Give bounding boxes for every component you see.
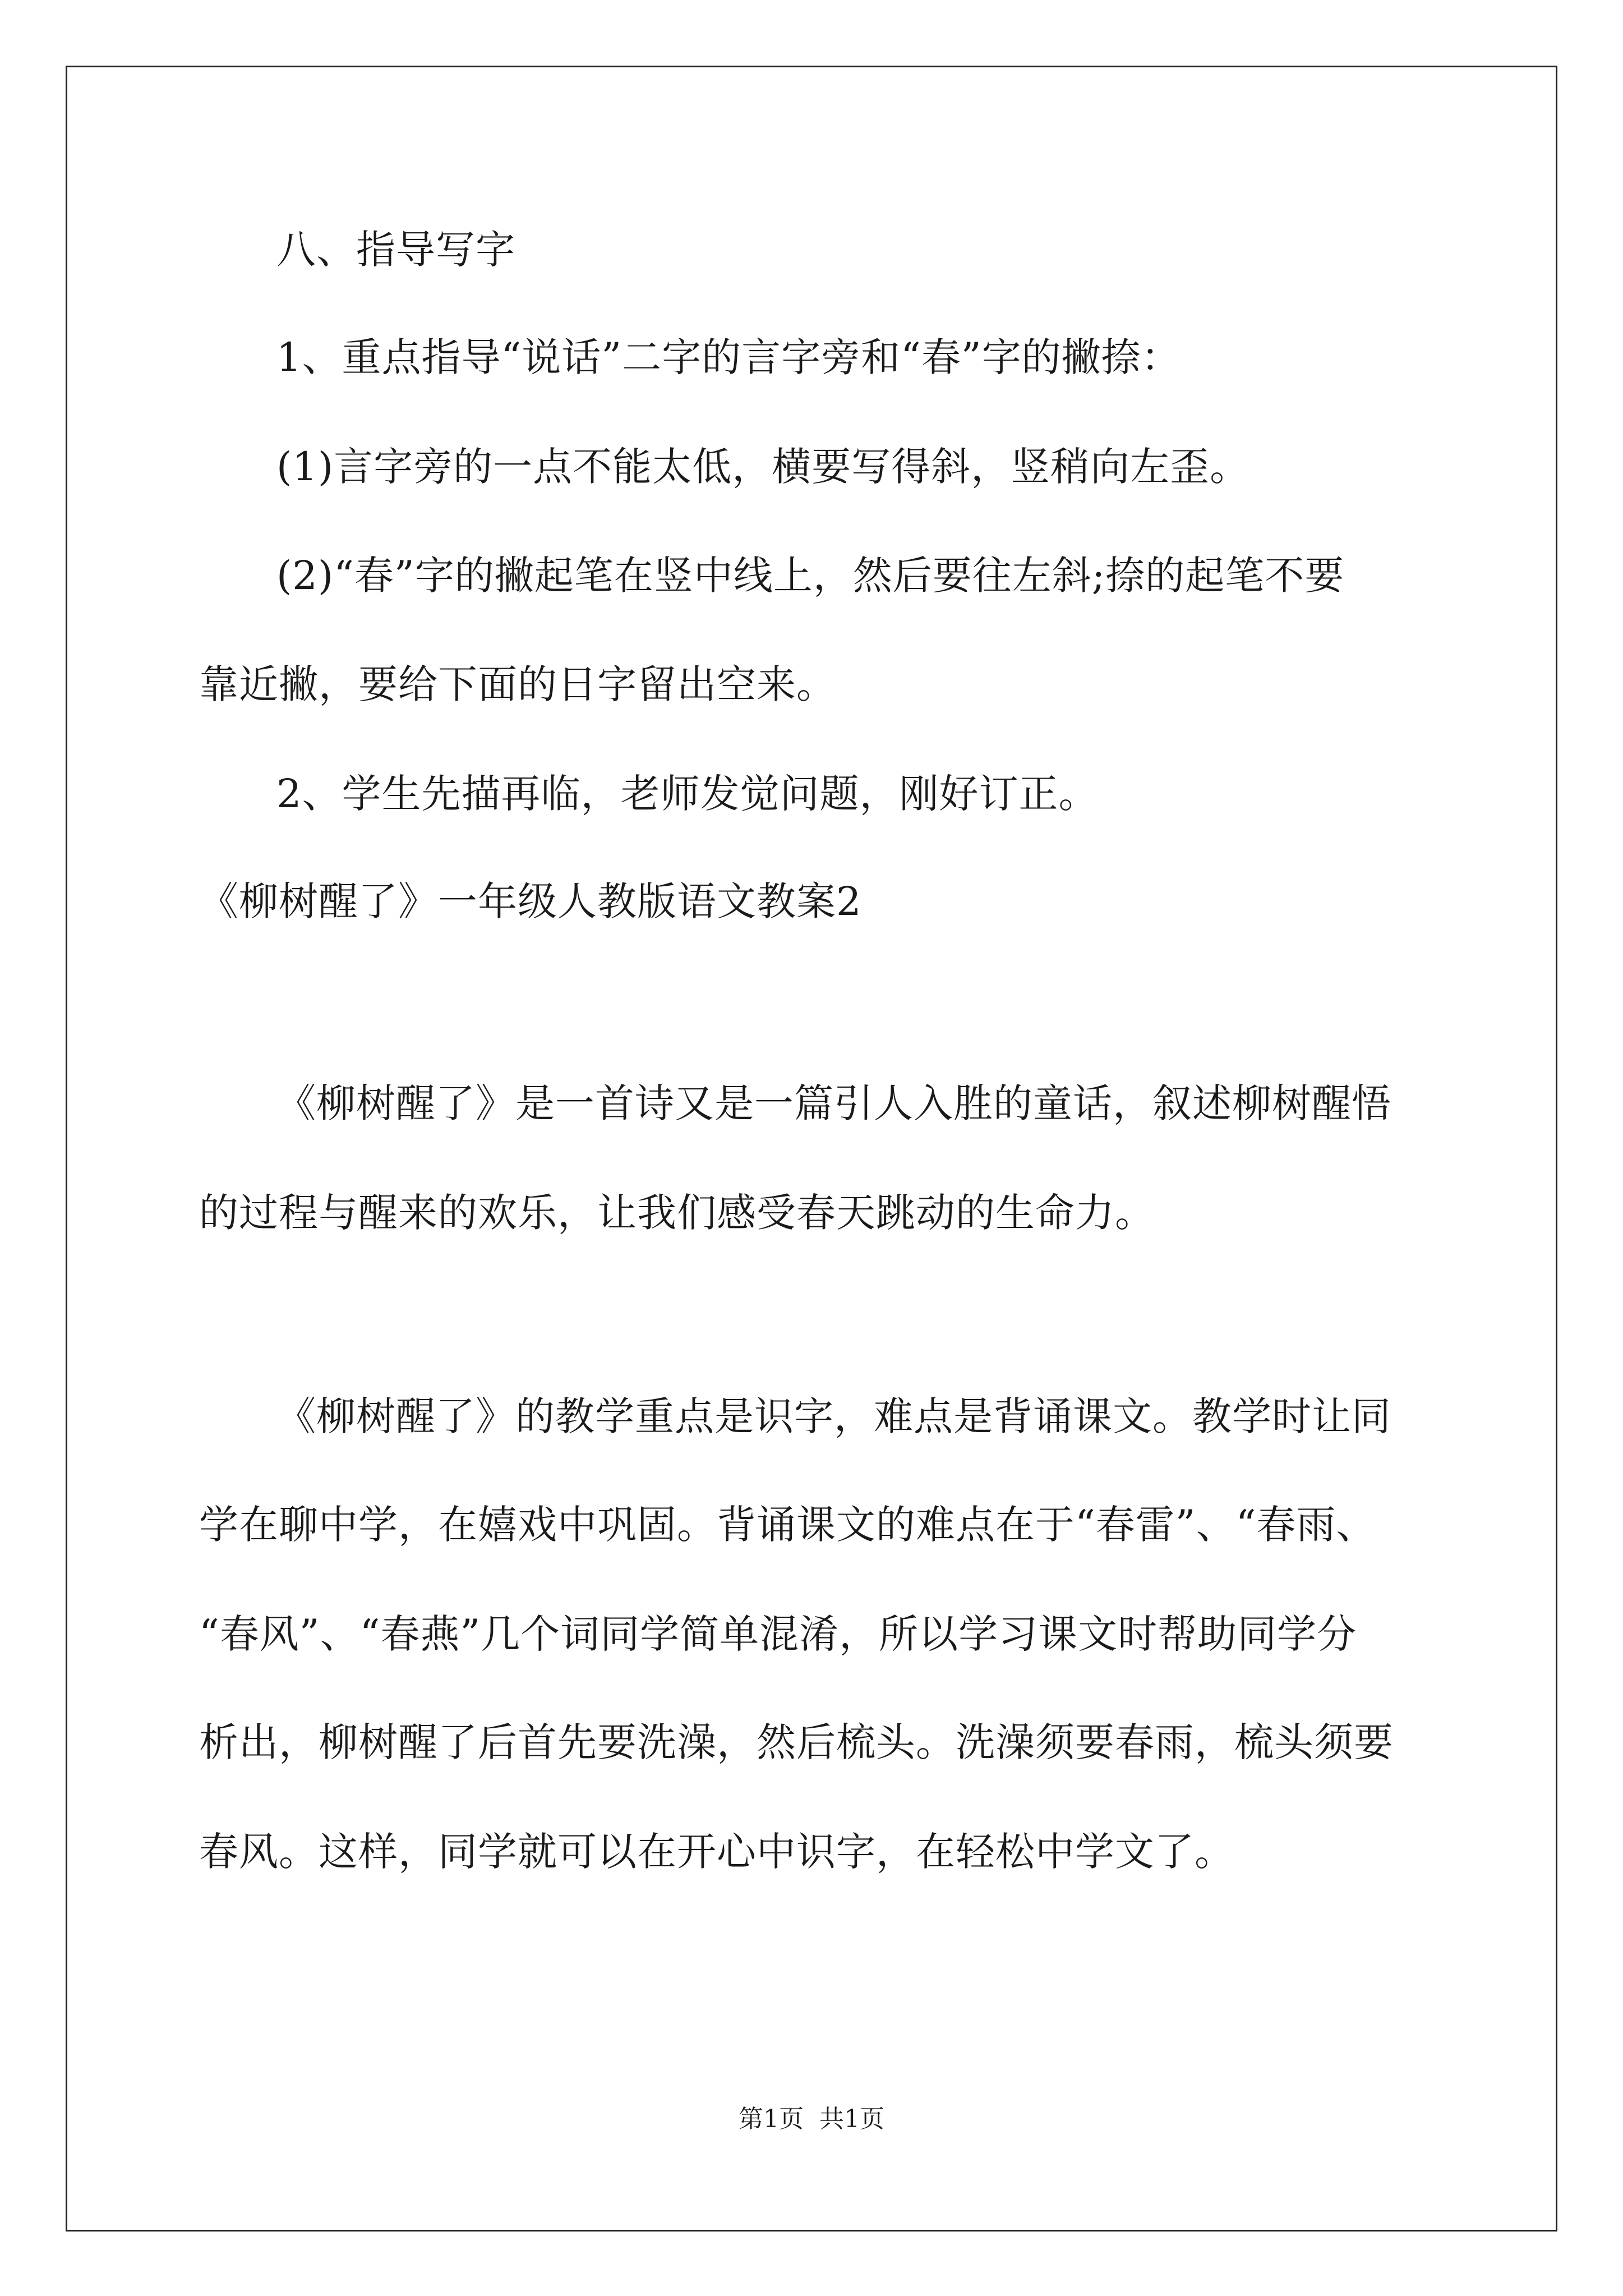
lesson-title: 《柳树醒了》一年级人教版语文教案2 bbox=[199, 878, 862, 924]
instruction-sub-2-line-2: 靠近撇，要给下面的日字留出空来。 bbox=[199, 661, 836, 707]
paragraph-2-line-1: 《柳树醒了》的教学重点是识字，难点是背诵课文。教学时让同 bbox=[276, 1393, 1391, 1439]
paragraph-2-line-3: “春风”、“春燕”几个词同学简单混淆，所以学习课文时帮助同学分 bbox=[199, 1611, 1357, 1657]
paragraph-1-line-1: 《柳树醒了》是一首诗又是一篇引人入胜的童话，叙述柳树醒悟 bbox=[276, 1080, 1391, 1126]
instruction-sub-1: (1)言字旁的一点不能太低，横要写得斜，竖稍向左歪。 bbox=[276, 444, 1250, 490]
page-number-total: 共1页 bbox=[819, 2105, 884, 2133]
paragraph-2-line-2: 学在聊中学，在嬉戏中巩固。背诵课文的难点在于“春雷”、“春雨、 bbox=[199, 1502, 1376, 1548]
paragraph-2-line-4: 析出，柳树醒了后首先要洗澡，然后梳头。洗澡须要春雨，梳头须要 bbox=[199, 1719, 1394, 1765]
page-frame bbox=[66, 66, 1557, 2231]
section-heading: 八、指导写字 bbox=[276, 227, 515, 273]
page-number-current: 第1页 bbox=[739, 2105, 804, 2133]
paragraph-2-line-5: 春风。这样，同学就可以在开心中识字，在轻松中学文了。 bbox=[199, 1829, 1234, 1875]
page-footer bbox=[0, 2102, 1623, 2136]
instruction-item-2: 2、学生先描再临，老师发觉问题，刚好订正。 bbox=[276, 771, 1099, 817]
instruction-item-1: 1、重点指导“说话”二字的言字旁和“春”字的撇捺： bbox=[276, 334, 1181, 380]
paragraph-1-line-2: 的过程与醒来的欢乐，让我们感受春天跳动的生命力。 bbox=[199, 1190, 1155, 1236]
instruction-sub-2-line-1: (2)“春”字的撇起笔在竖中线上，然后要往左斜;捺的起笔不要 bbox=[276, 553, 1345, 599]
